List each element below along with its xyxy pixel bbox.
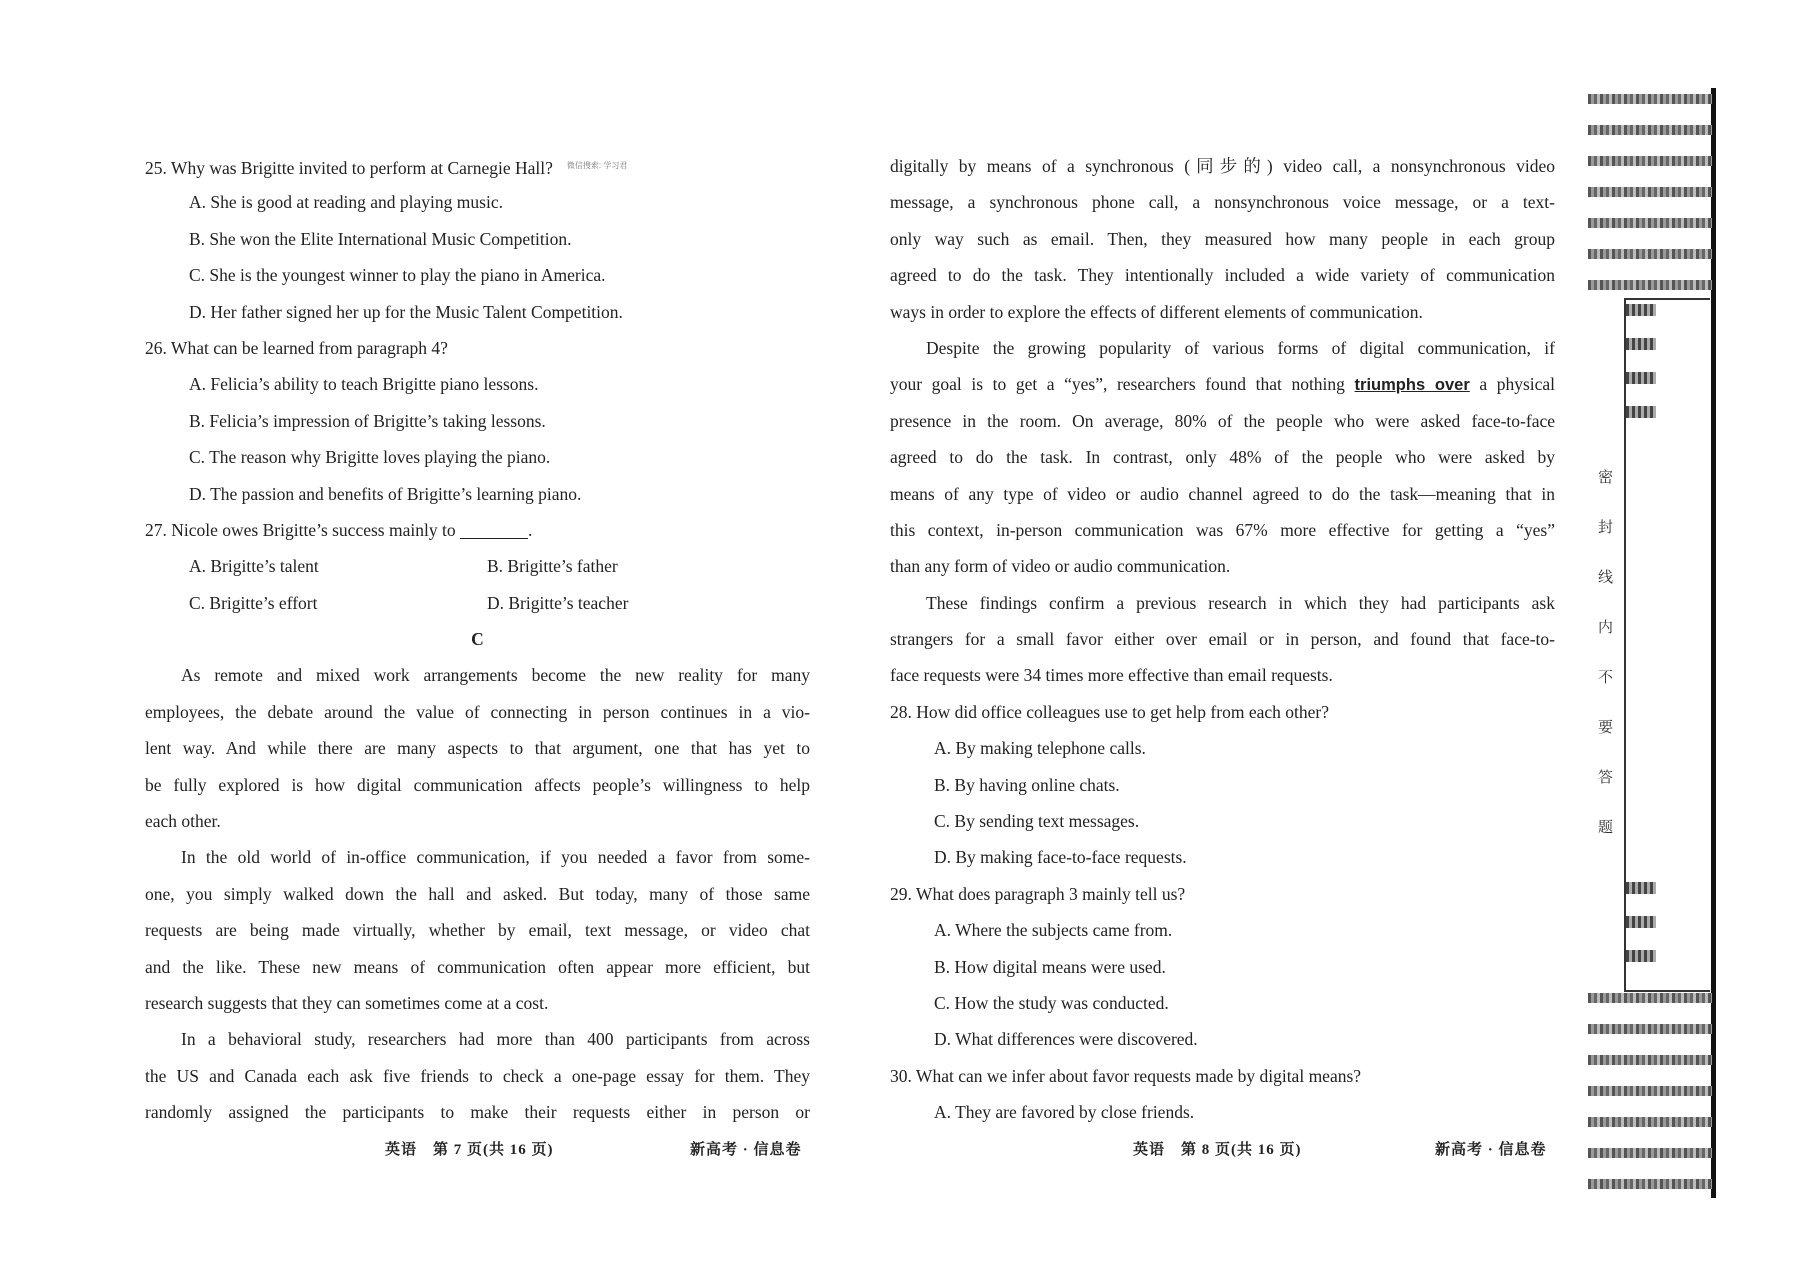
passage-line: Despite the growing popularity of various forms of digital communication, if bbox=[926, 337, 1555, 358]
strip-bar bbox=[1626, 406, 1656, 418]
passage-line: digitally by means of a synchronous (同步的) video call, a nonsynchronous video bbox=[890, 156, 1555, 176]
q29-option-b: B. How digital means were used. bbox=[934, 956, 1166, 977]
seal-char: 密 bbox=[1598, 468, 1614, 486]
q28-option-d: D. By making face-to-face requests. bbox=[934, 847, 1187, 868]
strip-bar bbox=[1588, 1024, 1712, 1034]
q29-option-c: C. How the study was conducted. bbox=[934, 992, 1169, 1013]
passage-line: ways in order to explore the effects of different elements of communication. bbox=[890, 301, 1423, 322]
passage-line: lent way. And while there are many aspects to that argument, one that has yet to bbox=[145, 738, 810, 759]
strip-bar bbox=[1588, 94, 1712, 104]
strip-bar bbox=[1588, 1179, 1712, 1189]
highlighted-phrase: triumphs over bbox=[1354, 376, 1470, 395]
passage-paragraph-1 bbox=[145, 657, 810, 839]
q26-option-d: D. The passion and benefits of Brigitte’s learning piano. bbox=[189, 483, 582, 504]
q27-option-a: A. Brigitte’s talent bbox=[189, 556, 319, 577]
passage-line: employees, the debate around the value of connecting in person continues in a vio- bbox=[145, 701, 810, 722]
answer-blank bbox=[460, 516, 528, 539]
page-7-footer-series: 新高考 · 信息卷 bbox=[690, 1142, 802, 1158]
passage-line: and the like. These new means of communication often appear more efficient, but bbox=[145, 956, 810, 977]
strip-bar bbox=[1626, 372, 1656, 384]
question-29-stem: 29. What does paragraph 3 mainly tell us? bbox=[890, 883, 1186, 904]
q25-option-d: D. Her father signed her up for the Music Talent Competition. bbox=[189, 301, 623, 322]
seal-char: 线 bbox=[1598, 568, 1614, 586]
q25-option-a: A. She is good at reading and playing music. bbox=[189, 192, 503, 213]
passage-paragraph-2 bbox=[145, 839, 810, 1021]
passage-line: means of any type of video or audio channel agreed to do the task—meaning that in bbox=[890, 483, 1555, 504]
question-26-stem: 26. What can be learned from paragraph 4? bbox=[145, 337, 448, 358]
seal-char: 封 bbox=[1598, 518, 1614, 536]
passage-line: one, you simply walked down the hall and asked. But today, many of those same bbox=[145, 883, 810, 904]
passage-line: be fully explored is how digital communication affects people’s willingness to help bbox=[145, 774, 810, 795]
right-column bbox=[890, 148, 1555, 1131]
q27-option-c: C. Brigitte’s effort bbox=[189, 592, 318, 613]
passage-line: In the old world of in-office communication, if you needed a favor from some- bbox=[181, 847, 810, 868]
q27-options-row-1 bbox=[145, 548, 810, 584]
passage-line: strangers for a small favor either over email or in person, and found that face-to- bbox=[890, 629, 1555, 650]
q29-option-a: A. Where the subjects came from. bbox=[934, 920, 1173, 941]
strip-bar bbox=[1626, 950, 1656, 962]
strip-bar bbox=[1588, 218, 1712, 228]
passage-line: face requests were 34 times more effective than email requests. bbox=[890, 665, 1333, 686]
q26-option-a: A. Felicia’s ability to teach Brigitte piano lessons. bbox=[189, 374, 539, 395]
q25-option-c: C. She is the youngest winner to play the piano in America. bbox=[189, 265, 606, 286]
q27-option-d: D. Brigitte’s teacher bbox=[487, 592, 629, 613]
passage-line: this context, in-person communication was 67% more effective for getting a “yes” bbox=[890, 519, 1555, 540]
passage-line: As remote and mixed work arrangements become the new reality for many bbox=[181, 665, 810, 686]
passage-line: each other. bbox=[145, 811, 221, 832]
strip-bar bbox=[1588, 280, 1712, 290]
passage-line: than any form of video or audio communication. bbox=[890, 556, 1231, 577]
passage-paragraph-3-continued bbox=[890, 148, 1555, 330]
passage-line: your goal is to get a “yes”, researchers found that nothing triumphs over a physical bbox=[890, 374, 1556, 395]
q27-options-row-2 bbox=[145, 585, 810, 621]
page-8-footer-subject: 英语 第 8 页(共 16 页) bbox=[1133, 1142, 1302, 1158]
q28-option-a: A. By making telephone calls. bbox=[934, 738, 1146, 759]
strip-bar bbox=[1588, 156, 1712, 166]
passage-line: message, a synchronous phone call, a nonsynchronous voice message, or a text- bbox=[890, 192, 1555, 213]
strip-bar bbox=[1588, 125, 1712, 135]
strip-bar bbox=[1588, 1117, 1712, 1127]
page-8-footer-series: 新高考 · 信息卷 bbox=[1435, 1142, 1547, 1158]
strip-bar bbox=[1626, 304, 1656, 316]
question-30-stem: 30. What can we infer about favor requests made by digital means? bbox=[890, 1065, 1362, 1086]
q28-option-c: C. By sending text messages. bbox=[934, 811, 1140, 832]
q25-option-b: B. She won the Elite International Music Competition. bbox=[189, 228, 572, 249]
passage-line: presence in the room. On average, 80% of the people who were asked face-to-face bbox=[890, 410, 1555, 431]
strip-bar bbox=[1588, 1148, 1712, 1158]
strip-bar bbox=[1626, 916, 1656, 928]
strip-bar bbox=[1588, 187, 1712, 197]
strip-bar bbox=[1588, 249, 1712, 259]
q28-option-b: B. By having online chats. bbox=[934, 774, 1120, 795]
question-28-stem: 28. How did office colleagues use to get help from each other? bbox=[890, 701, 1329, 722]
section-heading: C bbox=[471, 629, 484, 650]
strip-bar bbox=[1626, 882, 1656, 894]
passage-line: only way such as email. Then, they measured how many people in each group bbox=[890, 228, 1555, 249]
page-7-footer-subject: 英语 第 7 页(共 16 页) bbox=[385, 1142, 554, 1158]
passage-line: research suggests that they can sometimes come at a cost. bbox=[145, 992, 549, 1013]
left-column bbox=[145, 148, 810, 1131]
q26-option-b: B. Felicia’s impression of Brigitte’s taking lessons. bbox=[189, 410, 546, 431]
q27-option-b: B. Brigitte’s father bbox=[487, 556, 618, 577]
q26-option-c: C. The reason why Brigitte loves playing the piano. bbox=[189, 447, 551, 468]
passage-paragraph-3 bbox=[145, 1021, 810, 1130]
passage-line: agreed to do the task. They intentionally included a wide variety of communication bbox=[890, 265, 1555, 286]
strip-bar bbox=[1588, 1055, 1712, 1065]
seal-char: 答 bbox=[1598, 768, 1614, 786]
q29-option-d: D. What differences were discovered. bbox=[934, 1029, 1198, 1050]
watermark-stamp: 微信搜索: 学习君 bbox=[566, 161, 628, 170]
passage-line: the US and Canada each ask five friends to check a one-page essay for them. They bbox=[145, 1065, 810, 1086]
passage-line: agreed to do the task. In contrast, only 48% of the people who were asked by bbox=[890, 447, 1555, 468]
seal-char: 不 bbox=[1598, 668, 1614, 686]
question-27-stem: 27. Nicole owes Brigitte’s success mainly to . bbox=[145, 512, 810, 548]
strip-bar bbox=[1626, 338, 1656, 350]
passage-line: randomly assigned the participants to make their requests either in person or bbox=[145, 1102, 810, 1123]
seal-char: 题 bbox=[1598, 818, 1614, 836]
q30-option-a: A. They are favored by close friends. bbox=[934, 1102, 1195, 1123]
passage-line: requests are being made virtually, whether by email, text message, or video chat bbox=[145, 920, 810, 941]
binding-strip bbox=[1588, 88, 1716, 1198]
binding-box bbox=[1624, 298, 1710, 992]
passage-paragraph-4 bbox=[890, 330, 1555, 585]
passage-line: These findings confirm a previous research in which they had participants ask bbox=[926, 592, 1555, 613]
passage-line: In a behavioral study, researchers had more than 400 participants from across bbox=[181, 1029, 810, 1050]
seal-char: 要 bbox=[1598, 718, 1614, 736]
strip-bar bbox=[1588, 1086, 1712, 1096]
passage-paragraph-5 bbox=[890, 585, 1555, 694]
seal-char: 内 bbox=[1598, 618, 1614, 636]
strip-bar bbox=[1588, 993, 1712, 1003]
question-25-stem: 25. Why was Brigitte invited to perform at Carnegie Hall? $^{微信搜索: 学习君}$ bbox=[145, 158, 628, 178]
